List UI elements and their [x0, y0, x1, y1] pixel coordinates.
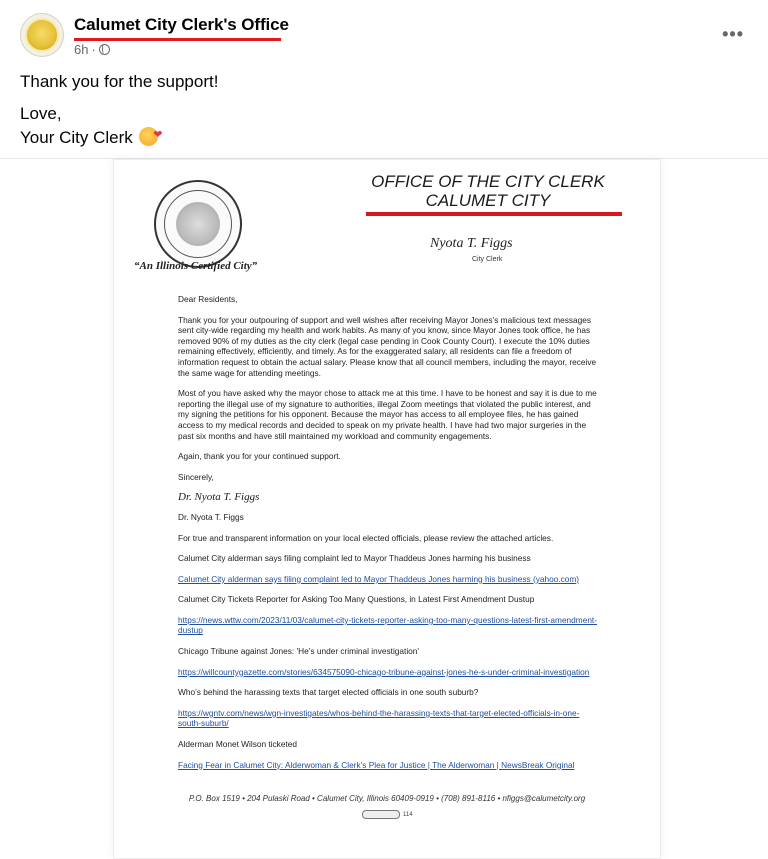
caption-line: Thank you for the support! [20, 72, 219, 91]
certified-tagline: “An Illinois Certified City” [134, 260, 258, 272]
article-title: Who’s behind the harassing texts that target elected officials in one south suburb? [178, 687, 479, 698]
footer-number: 114 [403, 811, 413, 818]
letter-body [178, 294, 598, 780]
article-link[interactable]: https://news.wttw.com/2023/11/03/calumet-city-tickets-reporter-asking-too-many-questions-latest-first-amendment-dustup [178, 614, 597, 636]
letter-image[interactable] [114, 160, 660, 858]
caption-signoff [20, 126, 218, 150]
letter-paragraph: Again, thank you for your continued support. [178, 451, 341, 462]
articles-intro: For true and transparent information on your local elected officials, please review the attached articles. [178, 532, 554, 543]
smiling-face-with-hearts-icon [139, 127, 158, 146]
article-link[interactable]: Calumet City alderman says filing complaint led to Mayor Thaddeus Jones harming his business (yahoo.com) [178, 573, 580, 584]
city-seal-icon [154, 180, 242, 268]
caption-line: Your City Clerk [20, 128, 133, 147]
meta-separator: · [91, 42, 96, 57]
post-meta [74, 42, 110, 57]
post-timestamp[interactable]: 6h [74, 42, 89, 57]
closing: Sincerely, [178, 471, 214, 482]
page-avatar[interactable] [20, 13, 64, 57]
letter-footer: P.O. Box 1519 • 204 Pulaski Road • Calumet City, Illinois 60409-0919 • (708) 891-8116 • nfiggs@calumetcity.org [188, 794, 586, 803]
letterhead-red-rule [366, 212, 622, 216]
more-options-icon[interactable]: ••• [722, 24, 744, 44]
letterhead-line: CALUMET CITY [425, 191, 551, 210]
header-role: City Clerk [472, 256, 503, 263]
article-title: Chicago Tribune against Jones: 'He’s under criminal investigation' [178, 646, 419, 657]
article-link[interactable]: https://wgntv.com/news/wgn-investigates/whos-behind-the-harassing-texts-that-target-elected-officials-in-one-south-suburb/ [178, 707, 580, 729]
red-underline-annotation [74, 38, 281, 41]
union-bug-icon [362, 810, 400, 819]
globe-icon[interactable] [99, 44, 110, 55]
letter-paragraph: Thank you for your outpouring of support and well wishes after receiving Mayor Jones’s malicious text messages sent city-wide regarding my health and work habits. As many of you know, since Mayor Jones took office, he has removed 90% of my duties as the city clerk (legal case pending in Cook County Court). I execute the 10% duties remaining effectively, efficiently, and timely. As for the exaggerated salary, all residents can file a freedom of information request to obtain the actual salary. Please know that all council members, including the mayor, receive the same wage for attending meetings. [178, 314, 597, 378]
caption-line: Love, [20, 104, 62, 123]
post-header [0, 0, 768, 62]
salutation: Dear Residents, [178, 294, 238, 304]
article-title: Alderman Monet Wilson ticketed [178, 739, 297, 750]
letterhead-title [368, 172, 608, 210]
header-signature: Nyota T. Figgs [430, 236, 513, 251]
page-name-link[interactable]: Calumet City Clerk's Office [74, 15, 289, 34]
article-link[interactable]: https://willcountygazette.com/stories/634575090-chicago-tribune-against-jones-he-s-under-criminal-investigation [178, 666, 590, 677]
city-seal-logo [25, 18, 59, 52]
article-title: Calumet City alderman says filing complaint led to Mayor Thaddeus Jones harming his business [178, 553, 531, 564]
post-caption [20, 70, 218, 158]
article-title: Calumet City Tickets Reporter for Asking Too Many Questions, in Latest First Amendment Dustup [178, 594, 535, 605]
signature-name: Dr. Nyota T. Figgs [178, 511, 244, 522]
article-link[interactable]: Facing Fear in Calumet City: Alderwoman & Clerk’s Plea for Justice | The Alderwoman | NewsBreak Original [178, 759, 575, 770]
letterhead-line: OFFICE OF THE CITY CLERK [371, 172, 605, 191]
footer-union-label [362, 810, 413, 819]
letter-paragraph: Most of you have asked why the mayor chose to attack me at this time. I have to be honest and say it is due to me reporting the illegal use of my signature to authorities, illegal Zoom meetings that violated the public interest, and my signing the petitions for his opponent. Because the mayor has access to all employee files, he has gained access to my medical records and decided to speak on my private health. I have had two major surgeries in the past six months and have still maintained my workload and community engagements. [178, 388, 597, 441]
signature-script: Dr. Nyota T. Figgs [178, 491, 260, 504]
seal-center [176, 202, 220, 246]
